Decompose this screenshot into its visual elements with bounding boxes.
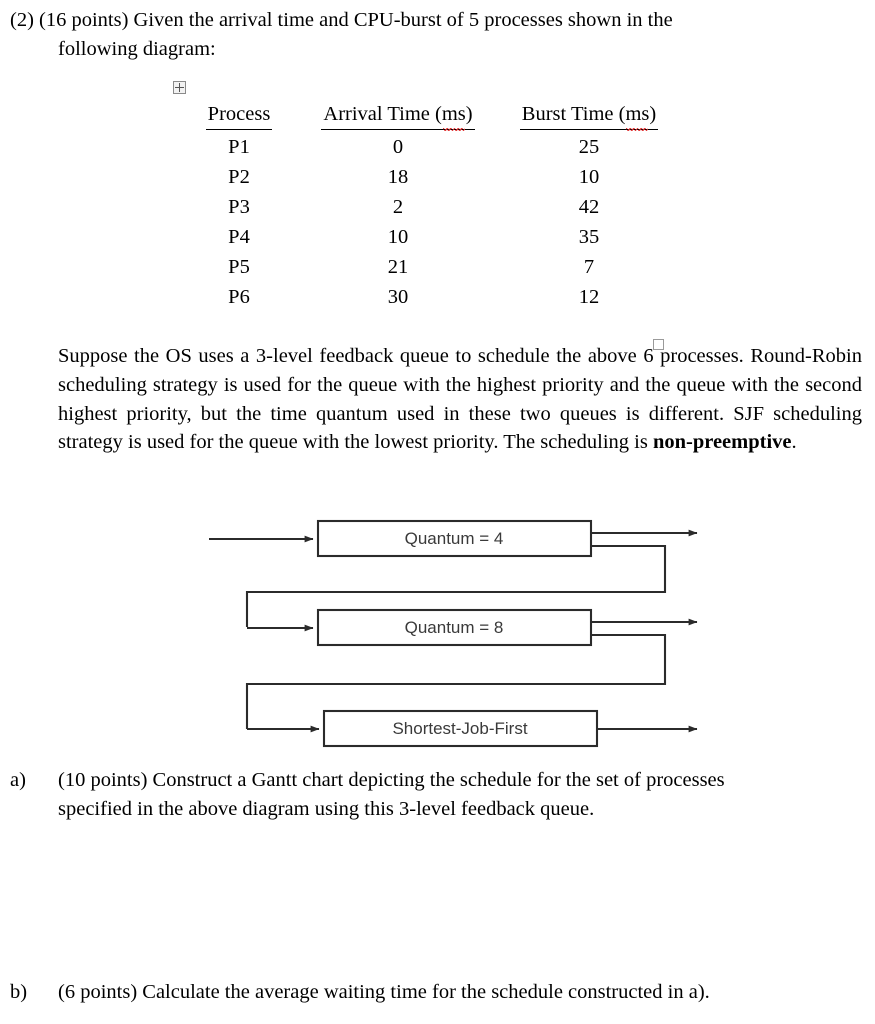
column-header-burst-time: Burst Time (ms) (498, 100, 680, 132)
scheduling-description-paragraph (58, 342, 862, 457)
three-level-feedback-queue-diagram (0, 500, 875, 750)
column-header-arrival-time: Arrival Time (ms) (298, 100, 498, 132)
question-line-2: following diagram: (58, 38, 216, 60)
part-a-line-1: (10 points) Construct a Gantt chart depicting the schedule for the set of processes (58, 769, 725, 791)
cell-arrival: 2 (392, 196, 404, 218)
part-b-line-1: (6 points) Calculate the average waiting time for the schedule constructed in a). (58, 981, 710, 1003)
question-line-1: (2) (16 points) Given the arrival time and CPU-burst of 5 processes shown in the (10, 9, 673, 31)
paragraph-text-main: Suppose the OS uses a 3-level feedback queue to schedule the above 6 processes. Round-Robin scheduling strategy is used for the queue with the highest priority and the queue with the second highest priority, but the time quantum used in these two queues is different. SJF scheduling strategy is used for the queue with the lowest priority. The scheduling is (58, 345, 862, 454)
cell-process: P6 (228, 286, 250, 308)
cell-process: P4 (228, 226, 250, 248)
part-b (10, 978, 872, 1007)
part-a-body (58, 766, 870, 824)
cell-burst: 25 (578, 136, 600, 158)
queue-2-label: Quantum = 8 (404, 618, 504, 637)
table-row (180, 222, 680, 252)
part-a (10, 766, 872, 824)
cell-arrival: 21 (387, 256, 409, 278)
table-move-handle-icon[interactable] (173, 81, 186, 94)
cell-burst: 7 (583, 256, 595, 278)
part-b-body (58, 978, 870, 1007)
cell-process: P5 (228, 256, 250, 278)
table-header-row (180, 100, 680, 132)
cell-arrival: 30 (387, 286, 409, 308)
cell-process: P2 (228, 166, 250, 188)
table-row (180, 192, 680, 222)
table-row (180, 162, 680, 192)
cell-burst: 35 (578, 226, 600, 248)
part-a-marker: a) (10, 769, 26, 791)
paragraph-text-tail: . (791, 431, 797, 454)
process-table (180, 100, 680, 312)
queue-3-label: Shortest-Job-First (392, 719, 528, 738)
question-2-block (10, 6, 865, 64)
table-row (180, 282, 680, 312)
table-row (180, 252, 680, 282)
column-header-process: Process (180, 100, 298, 132)
queue-1-label: Quantum = 4 (404, 529, 504, 548)
part-a-line-2: specified in the above diagram using this 3-level feedback queue. (58, 798, 595, 820)
cell-process: P3 (228, 196, 250, 218)
cell-burst: 12 (578, 286, 600, 308)
part-b-marker: b) (10, 981, 28, 1003)
cell-process: P1 (228, 136, 250, 158)
cell-arrival: 10 (387, 226, 409, 248)
cell-arrival: 0 (392, 136, 404, 158)
paragraph-bold-term: non-preemptive (652, 431, 792, 454)
cell-burst: 42 (578, 196, 600, 218)
cell-burst: 10 (578, 166, 600, 188)
table-row (180, 132, 680, 162)
cell-arrival: 18 (387, 166, 409, 188)
